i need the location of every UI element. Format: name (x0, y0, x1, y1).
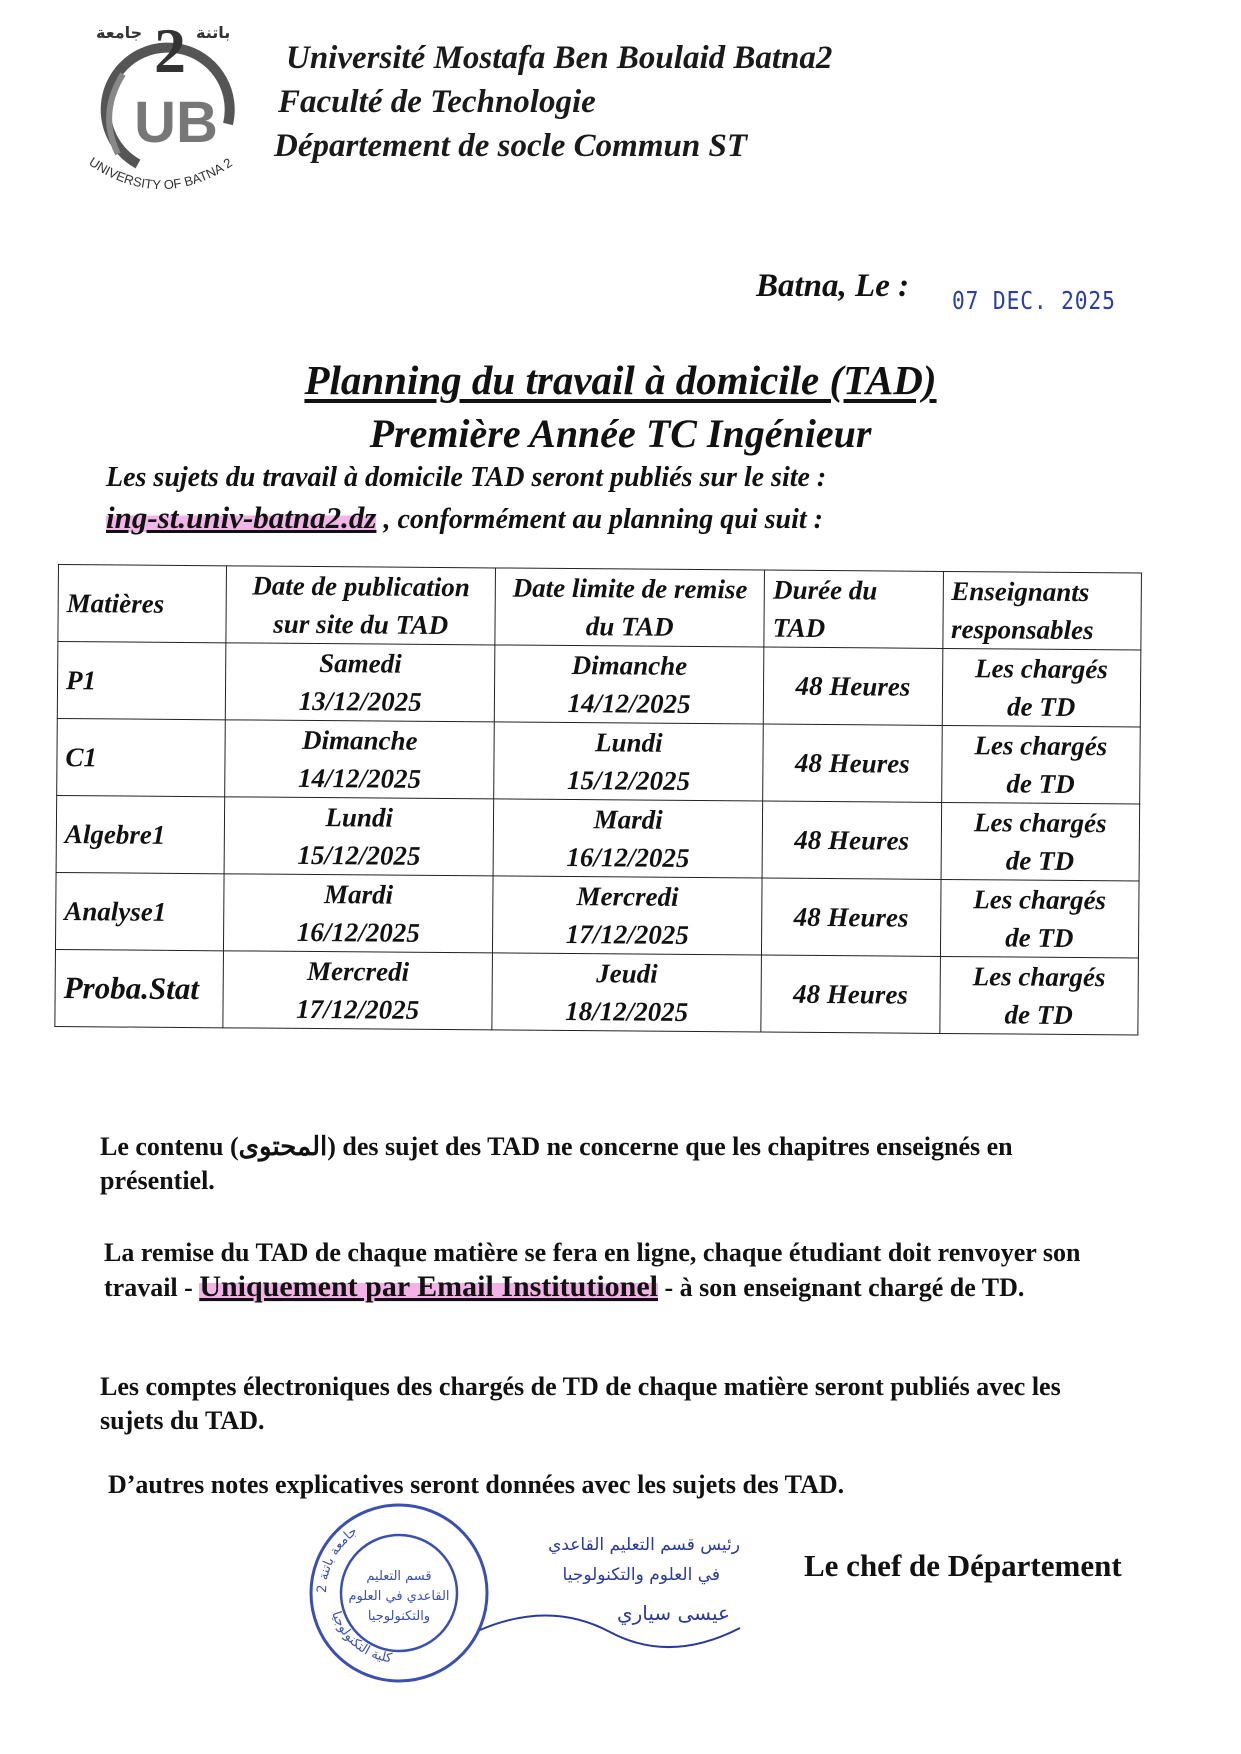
table-header-row (58, 565, 1142, 651)
cell-enseignants (939, 956, 1138, 1035)
cell-duree: 48 Heures (763, 724, 942, 802)
note-content: Le contenu (المحتوى) des sujet des TAD ne concerne que les chapitres enseignés en présentiel. (100, 1132, 1013, 1195)
svg-text:قسم التعليم: قسم التعليم (366, 1569, 432, 1584)
lim-date: 18/12/2025 (565, 995, 689, 1027)
cell-matiere: Algebre1 (56, 795, 225, 873)
lim-day: Dimanche (571, 650, 688, 681)
cell-duree: 48 Heures (762, 801, 941, 879)
ens-line-1: Les chargés (973, 807, 1107, 839)
lim-date: 14/12/2025 (567, 688, 691, 719)
date-stamp: 07 DEC. 2025 (952, 286, 1116, 315)
cell-matiere: Analyse1 (55, 872, 224, 950)
ens-line-1: Les chargés (974, 653, 1108, 685)
university-logo (78, 14, 258, 204)
pub-day: Lundi (325, 802, 394, 833)
cell-matiere: C1 (57, 718, 226, 796)
lim-day: Mardi (593, 804, 663, 835)
intro-line: Les sujets du travail à domicile TAD seront publiés sur le site : (106, 462, 827, 493)
ens-line-2: de TD (1005, 845, 1075, 876)
ens-line-2: de TD (1004, 999, 1073, 1030)
header-duree: Durée du TAD (764, 570, 943, 648)
svg-text:كلية التكنولوجيا: كلية التكنولوجيا (328, 1609, 393, 1667)
cell-matiere: P1 (57, 642, 226, 720)
note-remise-start: La remise du TAD de chaque matière se fera en ligne, chaque étudiant doit renvoyer son travail - (104, 1238, 1081, 1302)
svg-text:جامعة باتنة 2: جامعة باتنة 2 (314, 1523, 361, 1594)
note-remise-end: - à son enseignant chargé de TD. (657, 1273, 1025, 1302)
page-title: Planning du travail à domicile (TAD) (304, 357, 937, 403)
cell-matiere: Proba.Stat (55, 949, 224, 1027)
cell-limite (493, 876, 763, 955)
table-row (57, 718, 1141, 804)
university-name: Université Mostafa Ben Boulaid Batna2 (286, 40, 833, 76)
svg-text:القاعدي في العلوم: القاعدي في العلوم (348, 1589, 450, 1604)
date-label: Batna, Le : (756, 268, 910, 304)
cell-enseignants (940, 879, 1139, 958)
email-highlight: Uniquement par Email Institutionel (199, 1270, 658, 1303)
lim-date: 16/12/2025 (566, 842, 690, 873)
cell-duree: 48 Heures (761, 955, 940, 1033)
pub-date: 14/12/2025 (297, 762, 422, 794)
cell-limite (494, 722, 764, 801)
cell-publication (224, 874, 494, 953)
cell-duree: 48 Heures (763, 647, 942, 725)
note-explicatives: D’autres notes explicatives seront données avec les sujets des TAD. (108, 1470, 845, 1499)
department-name: Département de socle Commun ST (274, 128, 747, 164)
cell-publication (224, 797, 494, 876)
header-limite: Date limite de remise du TAD (495, 568, 765, 647)
lim-day: Jeudi (596, 958, 658, 989)
pub-date: 15/12/2025 (297, 839, 421, 871)
tad-schedule-table (54, 564, 1142, 1035)
cell-duree: 48 Heures (762, 878, 941, 956)
page-subtitle: Première Année TC Ingénieur (369, 411, 872, 456)
ens-line-1: Les chargés (972, 961, 1106, 993)
pub-date: 17/12/2025 (296, 993, 420, 1025)
ens-line-1: Les chargés (974, 730, 1108, 762)
svg-text:باتنة: باتنة (196, 23, 231, 42)
ens-line-2: de TD (1006, 768, 1075, 799)
note-comptes: Les comptes électroniques des chargés de TD de chaque matière seront publiés avec les sujets du TAD. (100, 1372, 1061, 1435)
site-link[interactable]: ing-st.univ-batna2.dz (106, 500, 377, 535)
pub-day: Mardi (324, 879, 394, 910)
svg-text:UNIVERSITY OF BATNA 2: UNIVERSITY OF BATNA 2 (86, 154, 235, 193)
note-remise (104, 1236, 1134, 1305)
pub-date: 13/12/2025 (298, 685, 422, 717)
cell-publication (226, 643, 496, 722)
header-enseignants: Enseignants responsables (942, 571, 1141, 650)
cell-enseignants (941, 725, 1140, 804)
cell-publication (225, 720, 495, 799)
faculty-name: Faculté de Technologie (278, 84, 596, 120)
cell-limite (494, 645, 764, 724)
intro-line-2-rest: , conformément au planning qui suit : (376, 504, 823, 535)
cell-limite (493, 799, 763, 878)
lim-date: 17/12/2025 (565, 919, 689, 950)
svg-text:والتكنولوجيا: والتكنولوجيا (367, 1609, 431, 1624)
ens-line-2: de TD (1005, 922, 1074, 953)
cell-enseignants (941, 802, 1140, 881)
svg-text:UB: UB (134, 90, 218, 155)
ens-line-2: de TD (1006, 691, 1076, 722)
intro-line-2 (106, 500, 823, 536)
signature-title: Le chef de Département (804, 1548, 1122, 1583)
pub-day: Samedi (319, 648, 402, 679)
lim-day: Mercredi (576, 881, 679, 912)
table-row (57, 642, 1141, 728)
lim-date: 15/12/2025 (566, 765, 691, 796)
cell-enseignants (942, 648, 1141, 727)
svg-text:جامعة: جامعة (96, 23, 143, 42)
pub-day: Dimanche (301, 724, 418, 756)
lim-day: Lundi (594, 727, 663, 758)
table-row (56, 795, 1140, 881)
handwritten-signature (470, 1520, 750, 1670)
header-matiere: Matières (58, 565, 227, 643)
svg-text:رئيس قسم التعليم القاعدي: رئيس قسم التعليم القاعدي (548, 1535, 740, 1555)
ens-line-1: Les chargés (973, 884, 1107, 916)
svg-text:عيسى سياري: عيسى سياري (616, 1601, 730, 1625)
svg-text:2: 2 (154, 15, 186, 86)
cell-publication (223, 951, 493, 1030)
pub-date: 16/12/2025 (296, 916, 420, 948)
table-row (55, 872, 1139, 958)
svg-text:في العلوم والتكنولوجيا: في العلوم والتكنولوجيا (562, 1565, 720, 1585)
cell-limite (492, 953, 762, 1032)
pub-day: Mercredi (306, 955, 410, 987)
table-row (55, 949, 1139, 1035)
official-stamp (306, 1498, 492, 1688)
header-publication: Date de publication sur site du TAD (226, 566, 496, 645)
